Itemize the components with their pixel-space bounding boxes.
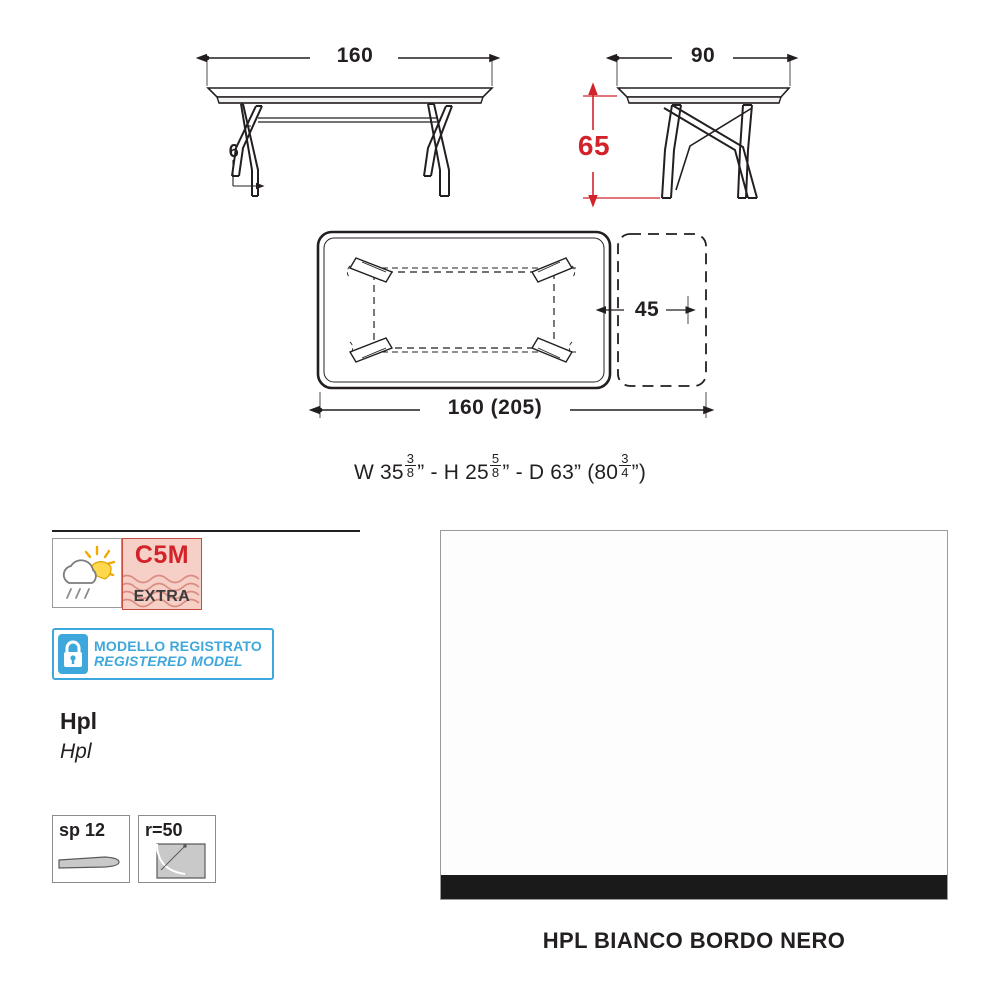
height-inch-numerator: 5 xyxy=(491,451,500,466)
registered-model-en: REGISTERED MODEL xyxy=(94,653,243,669)
side-width-label: 90 xyxy=(690,44,716,67)
depth-inch-suffix: ”) xyxy=(631,460,647,484)
width-inch-fraction xyxy=(405,452,416,479)
radius-badge xyxy=(138,815,216,883)
side-view-drawing xyxy=(583,56,792,198)
resistance-badges xyxy=(52,538,202,610)
top-view-drawing xyxy=(318,232,709,418)
lock-icon xyxy=(56,632,90,676)
finish-swatch xyxy=(440,530,948,900)
depth-inch-fraction xyxy=(619,452,630,479)
finish-edge-band xyxy=(441,875,947,899)
weather-resistance-icon xyxy=(52,538,122,608)
height-inch-denominator: 8 xyxy=(491,465,500,480)
inner-depth-label: 45 xyxy=(634,298,660,321)
material-name: Hpl xyxy=(60,708,98,734)
finish-swatch-wrapper xyxy=(440,530,948,900)
corrosion-class-label: C5M xyxy=(134,541,190,569)
height-inch-suffix: ” xyxy=(502,460,510,484)
finish-caption: HPL BIANCO BORDO NERO xyxy=(542,928,846,953)
radius-label: r=50 xyxy=(145,820,183,840)
imperial-dimensions-caption xyxy=(0,452,1000,485)
corrosion-extra-label: EXTRA xyxy=(133,588,191,605)
thickness-label: sp 12 xyxy=(59,820,106,840)
registered-model-it: MODELLO REGISTRATO xyxy=(94,638,262,655)
height-inch-prefix: H 25 xyxy=(443,460,489,484)
front-width-label: 160 xyxy=(336,44,374,67)
depth-inch-denominator: 4 xyxy=(621,465,629,480)
material-name-italic: Hpl xyxy=(60,740,92,763)
width-inch-suffix: ” xyxy=(417,460,425,484)
height-inch-fraction xyxy=(490,452,501,479)
top-length-label: 160 (205) xyxy=(447,396,543,419)
thickness-radius-badges xyxy=(52,815,216,883)
thickness-badge xyxy=(52,815,130,883)
inch-separator-2: - xyxy=(515,460,523,484)
top-thickness-label: 6 xyxy=(228,141,240,161)
front-view-drawing xyxy=(205,56,495,196)
width-inch-numerator: 3 xyxy=(406,451,415,466)
depth-inch-numerator: 3 xyxy=(621,451,629,466)
width-inch-prefix: W 35 xyxy=(353,460,404,484)
width-inch-denominator: 8 xyxy=(406,465,415,480)
inch-separator-1: - xyxy=(430,460,438,484)
section-divider xyxy=(52,530,360,532)
height-label: 65 xyxy=(577,130,611,161)
registered-model-text xyxy=(94,639,262,668)
depth-inch-prefix: D 63” (80 xyxy=(528,460,619,484)
registered-model-badge xyxy=(52,628,274,680)
corrosion-class-badge xyxy=(122,538,202,610)
